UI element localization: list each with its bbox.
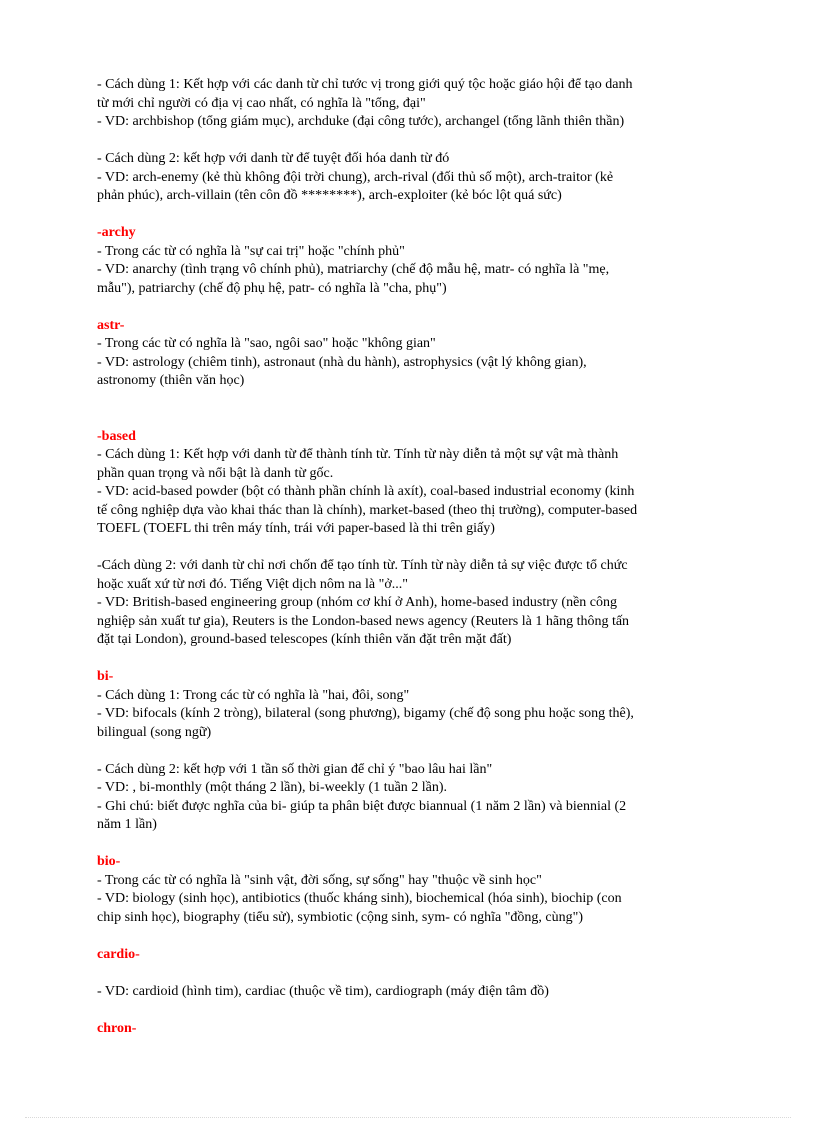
- based-example1-line1: - VD: acid-based powder (bột có thành phần chính là axít), coal-based industrial economy (kinh: [97, 484, 635, 499]
- bio-example-line1: - VD: biology (sinh học), antibiotics (thuốc kháng sinh), biochemical (hóa sinh), biochip (con: [97, 891, 622, 906]
- bi-note-line1: - Ghi chú: biết được nghĩa của bi- giúp ta phân biệt được biannual (1 năm 2 lần) và biennial (2: [97, 798, 627, 814]
- based-heading: -based: [97, 428, 136, 444]
- bi-example1-line1: - VD: bifocals (kính 2 tròng), bilateral (song phương), bigamy (chế độ song phu hoặc song thê),: [97, 706, 634, 721]
- spacer: [97, 742, 737, 761]
- arch-use2: - Cách dùng 2: kết hợp với danh từ để tuyệt đối hóa danh từ đó: [97, 151, 450, 166]
- astr-example-line2: astronomy (thiên văn học): [97, 373, 245, 388]
- arch-use1-line1: - Cách dùng 1: Kết hợp với các danh từ chỉ tước vị trong giới quý tộc hoặc giáo hội để tạo danh: [97, 77, 633, 92]
- spacer: [97, 206, 737, 225]
- cardio-heading: cardio-: [97, 946, 140, 962]
- spacer: [97, 650, 737, 669]
- spacer: [97, 539, 737, 558]
- based-use1-line1: - Cách dùng 1: Kết hợp với danh từ để thành tính từ. Tính từ này diễn tả một sự vật mà thành: [97, 447, 619, 462]
- bi-example1-line2: bilingual (song ngữ): [97, 724, 212, 740]
- bio-example-line2: chip sinh học), biography (tiểu sử), symbiotic (cộng sinh, sym- có nghĩa "đồng, cùng"): [97, 909, 583, 925]
- arch-example2-line2: phản phúc), arch-villain (tên côn đồ ********), arch-exploiter (kẻ bóc lột quá sức): [97, 188, 562, 203]
- based-example2-line2: nghiệp sản xuất tư gia), Reuters is the London-based news agency (Reuters là 1 hãng thông tấn: [97, 613, 630, 629]
- bi-example2: - VD: , bi-monthly (một tháng 2 lần), bi-weekly (1 tuần 2 lần).: [97, 780, 448, 795]
- astr-meaning: - Trong các từ có nghĩa là "sao, ngôi sao" hoặc "không gian": [97, 336, 436, 351]
- arch-use1-line2: từ mới chỉ người có địa vị cao nhất, có nghĩa là "tổng, đại": [97, 95, 426, 111]
- arch-example2-line1: - VD: arch-enemy (kẻ thù không đội trời chung), arch-rival (đối thủ số một), arch-traitor (kẻ: [97, 169, 614, 185]
- spacer: [97, 391, 737, 428]
- bi-use2: - Cách dùng 2: kết hợp với 1 tần số thời gian để chỉ ý "bao lâu hai lần": [97, 761, 493, 777]
- astr-heading: astr-: [97, 317, 125, 333]
- archy-example-line2: mẫu"), patriarchy (chế độ phụ hệ, patr- có nghĩa là "cha, phụ"): [97, 280, 447, 296]
- spacer: [97, 964, 737, 983]
- based-use2-line2: hoặc xuất xứ từ nơi đó. Tiếng Việt dịch nôm na là "ở...": [97, 576, 408, 592]
- arch-example1: - VD: archbishop (tổng giám mục), archduke (đại công tước), archangel (tổng lãnh thiên thần): [97, 114, 625, 129]
- spacer: [97, 835, 737, 854]
- bi-heading: bi-: [97, 669, 114, 684]
- based-example1-line2: tế công nghiệp dựa vào khai thác than là chính), market-based (theo thị trường), computer-based: [97, 502, 638, 518]
- astr-example-line1: - VD: astrology (chiêm tinh), astronaut (nhà du hành), astrophysics (vật lý không gian),: [97, 354, 587, 370]
- spacer: [97, 1001, 737, 1020]
- spacer: [97, 298, 737, 317]
- document-body: [97, 76, 737, 1038]
- page-bottom-divider: [25, 1117, 791, 1118]
- spacer: [97, 132, 737, 151]
- archy-meaning: - Trong các từ có nghĩa là "sự cai trị" hoặc "chính phủ": [97, 243, 405, 259]
- spacer: [97, 927, 737, 946]
- archy-heading: -archy: [97, 225, 136, 240]
- bi-use1: - Cách dùng 1: Trong các từ có nghĩa là "hai, đôi, song": [97, 687, 410, 703]
- chron-heading: chron-: [97, 1020, 137, 1036]
- bio-meaning: - Trong các từ có nghĩa là "sinh vật, đời sống, sự sống" hay "thuộc về sinh học": [97, 872, 542, 888]
- based-use2-line1: -Cách dùng 2: với danh từ chỉ nơi chốn để tạo tính từ. Tính từ này diễn tả sự việc được tổ chức: [97, 558, 628, 573]
- based-use1-line2: phần quan trọng và nổi bật là danh từ gốc.: [97, 465, 334, 481]
- based-example1-line3: TOEFL (TOEFL thi trên máy tính, trái với paper-based là thi trên giấy): [97, 521, 495, 536]
- cardio-example: - VD: cardioid (hình tim), cardiac (thuộc về tim), cardiograph (máy điện tâm đồ): [97, 983, 549, 999]
- based-example2-line3: đặt tại London), ground-based telescopes (kính thiên văn đặt trên mặt đất): [97, 632, 512, 647]
- bio-heading: bio-: [97, 854, 121, 869]
- based-example2-line1: - VD: British-based engineering group (nhóm cơ khí ở Anh), home-based industry (nền công: [97, 595, 618, 610]
- bi-note-line2: năm 1 lần): [97, 817, 157, 832]
- archy-example-line1: - VD: anarchy (tình trạng vô chính phủ), matriarchy (chế độ mẫu hệ, matr- có nghĩa là "mẹ,: [97, 262, 610, 277]
